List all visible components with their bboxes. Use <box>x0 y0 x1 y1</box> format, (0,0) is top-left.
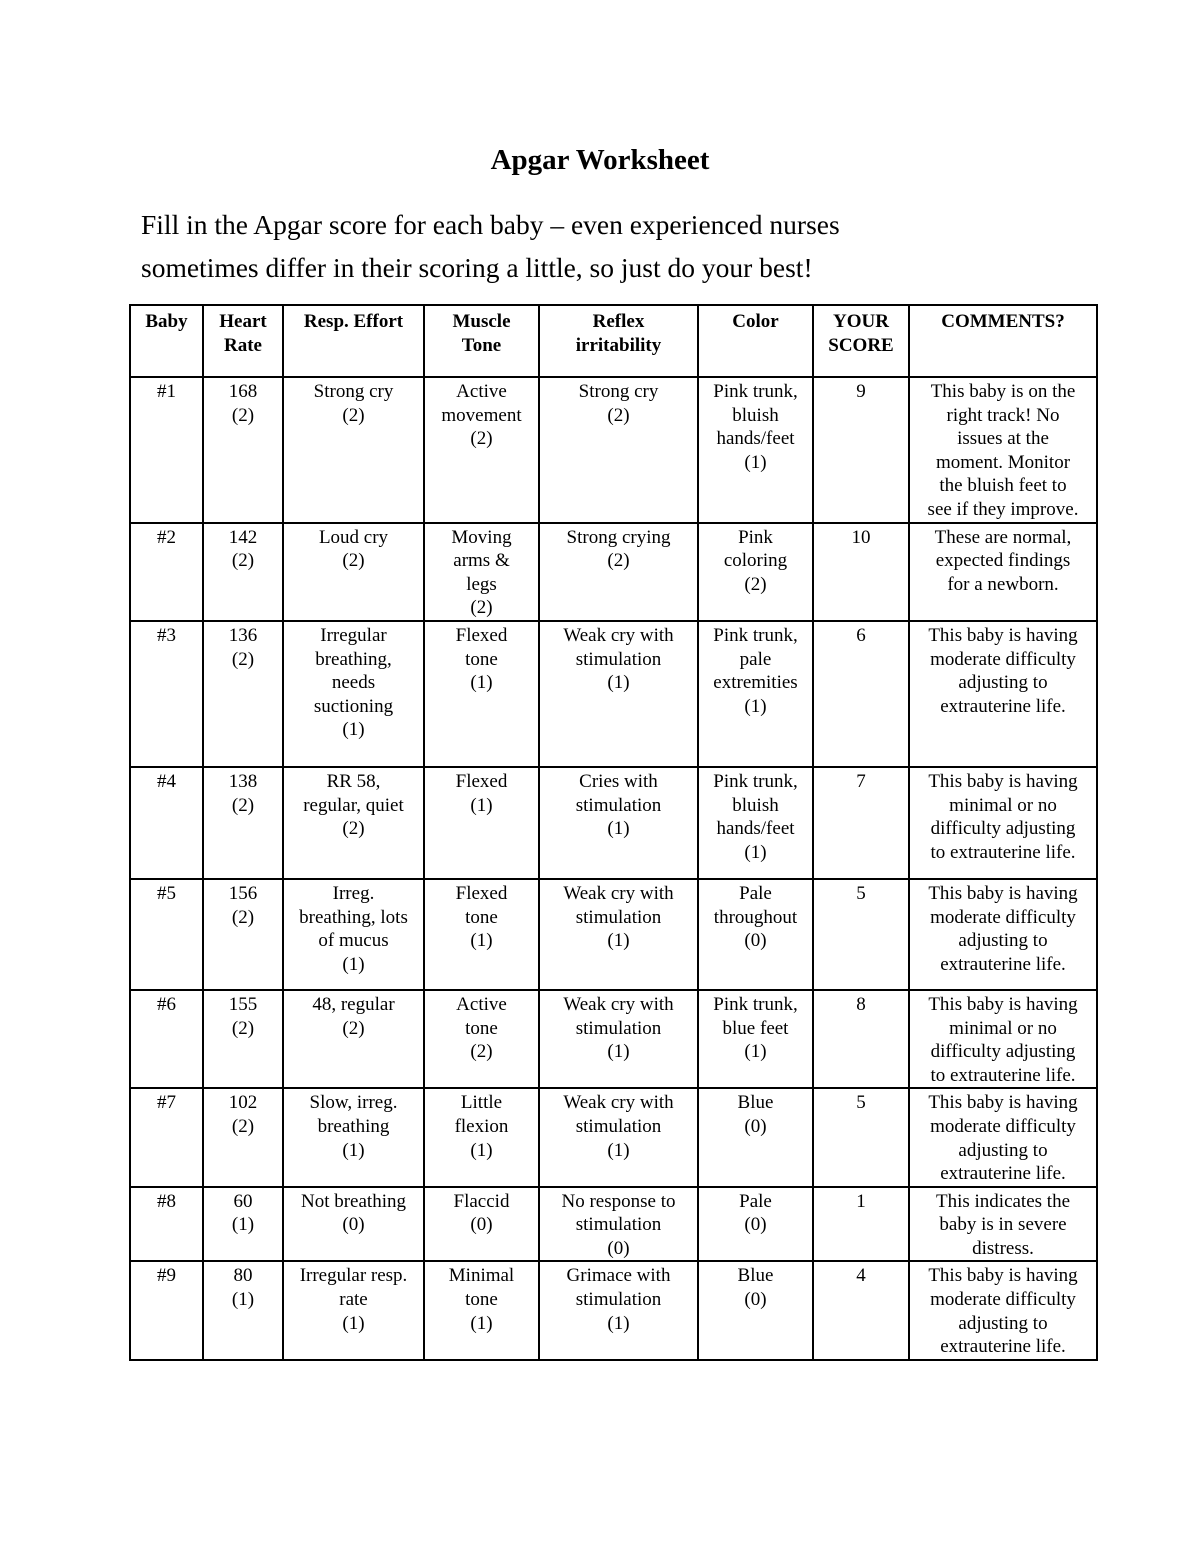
cell-text: see if they improve. <box>927 498 1079 520</box>
cell-heart-rate <box>203 879 283 990</box>
cell-text: moment. Monitor <box>935 451 1071 473</box>
cell-text: stimulation <box>575 648 662 670</box>
cell-color <box>698 879 813 990</box>
cell-text: tone <box>465 1017 498 1039</box>
cell-text: 7 <box>856 770 866 792</box>
cell-text: difficulty adjusting <box>930 818 1076 840</box>
cell-text: (2) <box>607 404 630 426</box>
cell-text: moderate difficulty <box>930 648 1076 670</box>
header-text: Baby <box>145 311 188 332</box>
cell-text: RR 58, <box>326 770 381 792</box>
cell-text: Irreg. <box>332 882 375 904</box>
cell-text: to extrauterine life. <box>930 841 1076 863</box>
apgar-table <box>129 304 1098 1361</box>
cell-text: (1) <box>470 1139 493 1161</box>
cell-text: 155 <box>228 993 258 1015</box>
cell-text: This baby is having <box>928 882 1078 904</box>
cell-text: (1) <box>607 930 630 952</box>
cell-text: No response to <box>561 1190 676 1212</box>
cell-muscle-tone <box>424 1088 539 1186</box>
cell-baby <box>130 523 203 621</box>
cell-reflex <box>539 990 698 1088</box>
cell-text: (2) <box>470 1041 493 1063</box>
cell-text: extremities <box>713 672 798 694</box>
cell-comments <box>909 1088 1097 1186</box>
cell-text: Flexed <box>455 770 508 792</box>
cell-resp-effort <box>283 1088 424 1186</box>
cell-text: Weak cry with <box>563 993 674 1015</box>
cell-text: (1) <box>744 451 767 473</box>
cell-text: breathing, lots <box>299 906 408 928</box>
cell-text: 48, regular <box>312 993 395 1015</box>
cell-text: Moving <box>451 526 512 548</box>
cell-reflex <box>539 621 698 767</box>
cell-text: (1) <box>607 1041 630 1063</box>
cell-reflex <box>539 879 698 990</box>
cell-text: (1) <box>607 818 630 840</box>
cell-text: (2) <box>342 550 365 572</box>
header-text: COMMENTS? <box>941 311 1065 332</box>
cell-text: issues at the <box>957 428 1049 450</box>
cell-score <box>813 1261 909 1359</box>
table-body <box>130 377 1097 1360</box>
table-row <box>130 377 1097 523</box>
cell-color <box>698 1088 813 1186</box>
cell-text: Strong cry <box>578 381 659 402</box>
header-text: Tone <box>461 334 502 356</box>
cell-text: (2) <box>744 573 767 595</box>
cell-text: (1) <box>342 1312 365 1334</box>
cell-heart-rate <box>203 1261 283 1359</box>
cell-heart-rate <box>203 1088 283 1186</box>
cell-text: the bluish feet to <box>939 475 1067 497</box>
header-comments <box>909 305 1097 377</box>
cell-text: Irregular resp. <box>299 1265 408 1287</box>
cell-text: extrauterine life. <box>940 1336 1066 1358</box>
cell-text: Slow, irreg. <box>309 1092 398 1114</box>
cell-text: 60 <box>233 1190 253 1212</box>
cell-text: (2) <box>342 404 365 426</box>
cell-text: tone <box>465 1289 498 1311</box>
cell-score <box>813 523 909 621</box>
cell-text: (1) <box>470 794 493 816</box>
cell-text: #9 <box>157 1265 176 1287</box>
cell-text: 8 <box>856 993 866 1015</box>
header-text: Rate <box>224 334 262 356</box>
header-row <box>130 305 1097 377</box>
cell-text: (1) <box>744 1041 767 1063</box>
header-score <box>813 305 909 377</box>
cell-muscle-tone <box>424 377 539 523</box>
cell-text: Pink trunk, <box>713 770 798 792</box>
cell-text: 10 <box>851 526 871 548</box>
cell-resp-effort <box>283 523 424 621</box>
cell-baby <box>130 990 203 1088</box>
cell-text: extrauterine life. <box>940 1163 1066 1185</box>
cell-text: This baby is having <box>928 770 1078 792</box>
cell-text: minimal or no <box>949 1017 1057 1039</box>
cell-baby <box>130 1261 203 1359</box>
table-row <box>130 523 1097 621</box>
cell-text: Weak cry with <box>563 1092 674 1114</box>
cell-resp-effort <box>283 621 424 767</box>
cell-reflex <box>539 1261 698 1359</box>
cell-text: (0) <box>470 1214 493 1236</box>
cell-text: needs <box>331 672 376 694</box>
cell-text: Weak cry with <box>563 624 674 646</box>
cell-text: These are normal, <box>934 526 1072 548</box>
cell-score <box>813 767 909 879</box>
cell-text: legs <box>466 573 497 595</box>
cell-text: Not breathing <box>300 1190 406 1212</box>
header-resp-effort <box>283 305 424 377</box>
instructions-line-2: sometimes differ in their scoring a little, so just do your best! <box>141 252 813 283</box>
cell-score <box>813 621 909 767</box>
cell-comments <box>909 990 1097 1088</box>
cell-text: bluish <box>732 794 779 816</box>
header-text: Muscle <box>452 311 511 332</box>
cell-text: (2) <box>231 648 255 670</box>
cell-text: Flexed <box>455 624 508 646</box>
cell-muscle-tone <box>424 1261 539 1359</box>
table-row <box>130 879 1097 990</box>
cell-text: Strong cry <box>313 381 394 402</box>
table-row <box>130 1088 1097 1186</box>
cell-heart-rate <box>203 1187 283 1262</box>
cell-text: (1) <box>607 1139 630 1161</box>
header-heart-rate <box>203 305 283 377</box>
cell-text: (0) <box>744 930 767 952</box>
cell-text: arms & <box>453 550 510 572</box>
cell-text: #7 <box>157 1092 176 1114</box>
cell-text: Minimal <box>448 1265 515 1287</box>
table-row <box>130 990 1097 1088</box>
header-text: Heart <box>219 311 267 332</box>
cell-text: moderate difficulty <box>930 906 1076 928</box>
cell-text: #3 <box>157 624 176 646</box>
cell-resp-effort <box>283 767 424 879</box>
cell-text: extrauterine life. <box>940 695 1066 717</box>
cell-baby <box>130 1187 203 1262</box>
cell-text: baby is in severe <box>939 1214 1067 1236</box>
header-text: SCORE <box>828 334 894 356</box>
cell-text: Pink trunk, <box>713 381 798 402</box>
cell-text: Flexed <box>455 882 508 904</box>
cell-text: (0) <box>744 1115 767 1137</box>
cell-comments <box>909 1187 1097 1262</box>
cell-text: #8 <box>157 1190 176 1212</box>
cell-text: (1) <box>342 719 365 741</box>
cell-text: Active <box>456 993 507 1015</box>
cell-score <box>813 1088 909 1186</box>
cell-text: (2) <box>231 794 255 816</box>
cell-resp-effort <box>283 1187 424 1262</box>
table-row <box>130 621 1097 767</box>
cell-score <box>813 377 909 523</box>
cell-text: coloring <box>723 550 788 572</box>
cell-text: This baby is on the <box>930 381 1076 402</box>
cell-resp-effort <box>283 990 424 1088</box>
cell-text: (1) <box>744 841 767 863</box>
cell-text: stimulation <box>575 794 662 816</box>
cell-score <box>813 879 909 990</box>
cell-resp-effort <box>283 377 424 523</box>
cell-baby <box>130 879 203 990</box>
cell-text: (1) <box>607 672 630 694</box>
cell-baby <box>130 377 203 523</box>
cell-muscle-tone <box>424 767 539 879</box>
cell-reflex <box>539 377 698 523</box>
cell-text: stimulation <box>575 1214 662 1236</box>
header-text: Color <box>732 311 779 332</box>
cell-text: (1) <box>470 930 493 952</box>
cell-text: (1) <box>470 672 493 694</box>
instructions-line-1: Fill in the Apgar score for each baby – even experienced nurses <box>141 209 840 240</box>
cell-text: throughout <box>713 906 798 928</box>
cell-text: #4 <box>157 770 176 792</box>
instructions <box>141 203 1121 289</box>
cell-comments <box>909 377 1097 523</box>
cell-text: 9 <box>856 381 866 402</box>
cell-text: 142 <box>228 526 258 548</box>
cell-text: 5 <box>856 1092 866 1114</box>
cell-baby <box>130 621 203 767</box>
cell-text: 6 <box>856 624 866 646</box>
cell-text: Pink trunk, <box>713 624 798 646</box>
header-muscle-tone <box>424 305 539 377</box>
cell-text: Pale <box>739 1190 772 1212</box>
cell-baby <box>130 767 203 879</box>
cell-text: adjusting to <box>958 930 1048 952</box>
cell-reflex <box>539 767 698 879</box>
cell-text: #6 <box>157 993 176 1015</box>
cell-text: adjusting to <box>958 672 1048 694</box>
cell-text: (1) <box>231 1289 255 1311</box>
cell-text: Pale <box>739 882 772 904</box>
cell-text: movement <box>441 404 522 426</box>
cell-text: (2) <box>231 1017 255 1039</box>
cell-text: tone <box>465 648 498 670</box>
cell-text: Blue <box>737 1092 774 1114</box>
cell-text: (2) <box>607 550 630 572</box>
cell-resp-effort <box>283 879 424 990</box>
cell-text: stimulation <box>575 1017 662 1039</box>
cell-text: suctioning <box>313 695 394 717</box>
cell-text: breathing, <box>315 648 392 670</box>
page-title: Apgar Worksheet <box>490 144 710 176</box>
cell-heart-rate <box>203 377 283 523</box>
cell-text: (1) <box>470 1312 493 1334</box>
cell-color <box>698 621 813 767</box>
cell-text: 156 <box>228 882 258 904</box>
cell-score <box>813 990 909 1088</box>
cell-text: Little <box>460 1092 503 1114</box>
cell-text: (2) <box>231 404 255 426</box>
cell-text: minimal or no <box>949 794 1057 816</box>
cell-text: (2) <box>470 597 493 619</box>
cell-comments <box>909 767 1097 879</box>
cell-text: pale <box>739 648 772 670</box>
cell-text: (1) <box>342 953 365 975</box>
cell-text: (0) <box>342 1214 365 1236</box>
cell-text: to extrauterine life. <box>930 1064 1076 1086</box>
header-baby <box>130 305 203 377</box>
header-text: Resp. Effort <box>303 311 404 332</box>
cell-muscle-tone <box>424 879 539 990</box>
cell-text: 138 <box>228 770 258 792</box>
table-row <box>130 1261 1097 1359</box>
cell-text: Cries with <box>579 770 658 792</box>
cell-text: This baby is having <box>928 624 1078 646</box>
cell-text: blue feet <box>722 1017 789 1039</box>
cell-text: Grimace with <box>566 1265 671 1287</box>
cell-text: moderate difficulty <box>930 1289 1076 1311</box>
cell-text: This baby is having <box>928 993 1078 1015</box>
cell-text: (0) <box>607 1237 630 1259</box>
cell-text: 1 <box>856 1190 866 1212</box>
cell-text: Loud cry <box>318 526 389 548</box>
cell-text: for a newborn. <box>947 573 1059 595</box>
cell-text: regular, quiet <box>303 794 404 816</box>
cell-text: Pink <box>738 526 773 548</box>
cell-text: (1) <box>607 1312 630 1334</box>
cell-text: 80 <box>233 1265 253 1287</box>
cell-muscle-tone <box>424 523 539 621</box>
cell-color <box>698 990 813 1088</box>
cell-text: of mucus <box>318 930 389 952</box>
cell-text: tone <box>465 906 498 928</box>
cell-heart-rate <box>203 990 283 1088</box>
cell-text: right track! No <box>946 404 1060 426</box>
cell-text: This baby is having <box>928 1092 1078 1114</box>
cell-text: Flaccid <box>453 1190 510 1212</box>
cell-muscle-tone <box>424 621 539 767</box>
cell-text: (1) <box>744 695 767 717</box>
cell-text: (2) <box>231 1115 255 1137</box>
cell-text: adjusting to <box>958 1139 1048 1161</box>
cell-comments <box>909 1261 1097 1359</box>
cell-color <box>698 377 813 523</box>
cell-muscle-tone <box>424 990 539 1088</box>
cell-text: (0) <box>744 1289 767 1311</box>
cell-reflex <box>539 1088 698 1186</box>
table-row <box>130 767 1097 879</box>
header-text: irritability <box>575 334 662 356</box>
cell-text: 4 <box>856 1265 866 1287</box>
cell-text: 136 <box>228 624 258 646</box>
cell-color <box>698 523 813 621</box>
cell-color <box>698 767 813 879</box>
cell-heart-rate <box>203 621 283 767</box>
cell-baby <box>130 1088 203 1186</box>
cell-comments <box>909 879 1097 990</box>
cell-text: stimulation <box>575 1115 662 1137</box>
table-row <box>130 1187 1097 1262</box>
cell-text: expected findings <box>935 550 1071 572</box>
cell-text: rate <box>339 1289 368 1311</box>
cell-score <box>813 1187 909 1262</box>
cell-text: (2) <box>231 550 255 572</box>
cell-text: Weak cry with <box>563 882 674 904</box>
cell-reflex <box>539 1187 698 1262</box>
cell-text: #2 <box>157 526 176 548</box>
cell-muscle-tone <box>424 1187 539 1262</box>
cell-text: 102 <box>228 1092 258 1114</box>
cell-text: (1) <box>342 1139 365 1161</box>
cell-text: stimulation <box>575 906 662 928</box>
cell-text: 5 <box>856 882 866 904</box>
header-reflex <box>539 305 698 377</box>
cell-text: (2) <box>231 906 255 928</box>
cell-text: #5 <box>157 882 176 904</box>
cell-reflex <box>539 523 698 621</box>
cell-text: (2) <box>470 428 493 450</box>
cell-text: hands/feet <box>716 428 795 450</box>
cell-text: hands/feet <box>716 818 795 840</box>
cell-text: (2) <box>342 1017 365 1039</box>
cell-text: stimulation <box>575 1289 662 1311</box>
cell-text: Blue <box>737 1265 774 1287</box>
header-text: Reflex <box>592 311 645 332</box>
cell-text: (1) <box>231 1214 255 1236</box>
cell-comments <box>909 621 1097 767</box>
cell-text: bluish <box>732 404 779 426</box>
cell-color <box>698 1187 813 1262</box>
cell-text: Irregular <box>320 624 387 646</box>
header-color <box>698 305 813 377</box>
cell-heart-rate <box>203 767 283 879</box>
header-text: YOUR <box>833 311 889 332</box>
cell-text: difficulty adjusting <box>930 1041 1076 1063</box>
cell-text: 168 <box>228 381 258 402</box>
cell-text: moderate difficulty <box>930 1115 1076 1137</box>
cell-color <box>698 1261 813 1359</box>
cell-text: (2) <box>342 818 365 840</box>
cell-text: Active <box>456 381 507 402</box>
cell-text: #1 <box>157 381 176 402</box>
cell-text: Strong crying <box>566 526 671 548</box>
cell-resp-effort <box>283 1261 424 1359</box>
cell-text: This baby is having <box>928 1265 1078 1287</box>
cell-text: flexion <box>454 1115 509 1137</box>
cell-text: This indicates the <box>935 1190 1071 1212</box>
cell-text: distress. <box>972 1237 1034 1259</box>
cell-text: breathing <box>317 1115 390 1137</box>
cell-comments <box>909 523 1097 621</box>
cell-text: Pink trunk, <box>713 993 798 1015</box>
cell-text: extrauterine life. <box>940 953 1066 975</box>
cell-text: (0) <box>744 1214 767 1236</box>
cell-heart-rate <box>203 523 283 621</box>
cell-text: adjusting to <box>958 1312 1048 1334</box>
